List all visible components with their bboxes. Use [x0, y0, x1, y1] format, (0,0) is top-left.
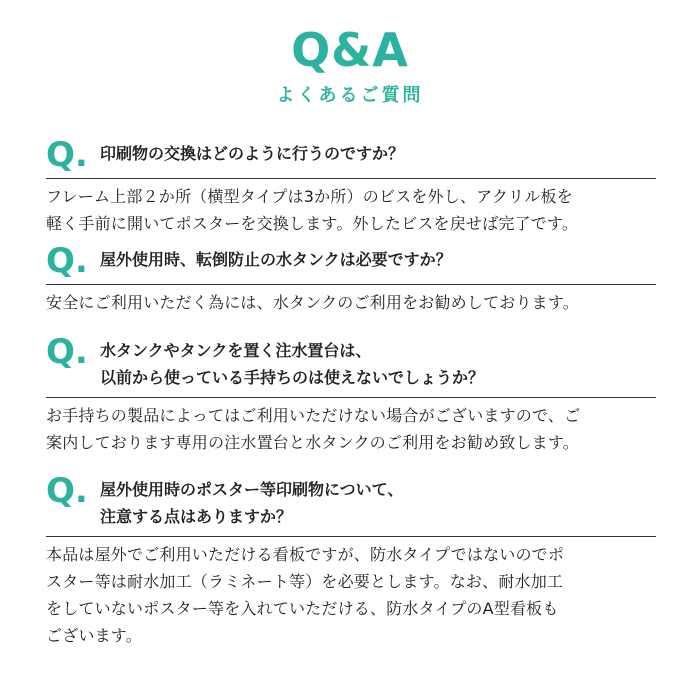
answer-line: 軽く手前に開いてポスターを交換します。外したビスを戻せば完了です。 — [46, 214, 579, 233]
question-line: 水タンクやタンクを置く注水置台は、 — [100, 341, 372, 360]
divider — [46, 178, 656, 179]
answer-line: 案内しております専用の注水置台と水タンクのご利用をお勧め致します。 — [46, 433, 580, 452]
qa-item — [46, 332, 656, 456]
qa-item — [46, 135, 656, 237]
question-line: 以前から使っている手持ちのは使えないでしょうか？ — [100, 368, 485, 387]
answer-line: お手持ちの製品によってはご利用いただけない場合がございますので、ご — [46, 406, 581, 425]
question-line: 屋外使用時、転倒防止の水タンクは必要ですか？ — [100, 250, 452, 269]
answer-text — [46, 402, 656, 456]
question-text — [100, 244, 656, 273]
qa-item — [46, 241, 656, 316]
question-row — [46, 471, 656, 530]
answer-line: スター等は耐水加工（ラミネート等）を必要とします。なお、耐水加工 — [46, 572, 564, 591]
question-row — [46, 332, 656, 391]
question-line: 印刷物の交換はどのように行うのですか？ — [100, 144, 405, 163]
q-mark: Q. — [46, 332, 88, 372]
answer-text — [46, 289, 656, 316]
divider — [46, 536, 656, 537]
answer-line: ございます。 — [46, 626, 142, 645]
question-text — [100, 474, 656, 530]
answer-line: フレーム上部２か所（横型タイプは3か所）のビスを外し、アクリル板を — [46, 187, 573, 206]
qa-item — [46, 471, 656, 649]
answer-text — [46, 183, 656, 237]
page-title: Q&A — [291, 23, 409, 77]
question-row — [46, 135, 656, 175]
page-subtitle: よくあるご質問 — [276, 85, 424, 106]
q-mark: Q. — [46, 471, 88, 511]
q-mark: Q. — [46, 241, 88, 281]
answer-line: 本品は屋外でご利用いただける看板ですが、防水タイプではないのでポ — [46, 545, 565, 564]
divider — [46, 397, 656, 398]
answer-text — [46, 541, 656, 649]
answer-line: をしていないポスター等を入れていただける、防水タイプのA型看板も — [46, 599, 559, 618]
answer-line: 安全にご利用いただく為には、水タンクのご利用をお勧めしております。 — [46, 293, 580, 312]
q-mark: Q. — [46, 135, 88, 175]
question-text — [100, 335, 656, 391]
question-line: 注意する点はありますか？ — [100, 507, 293, 526]
question-text — [100, 138, 656, 167]
divider — [46, 284, 656, 285]
question-row — [46, 241, 656, 281]
question-line: 屋外使用時のポスター等印刷物について、 — [100, 480, 404, 499]
